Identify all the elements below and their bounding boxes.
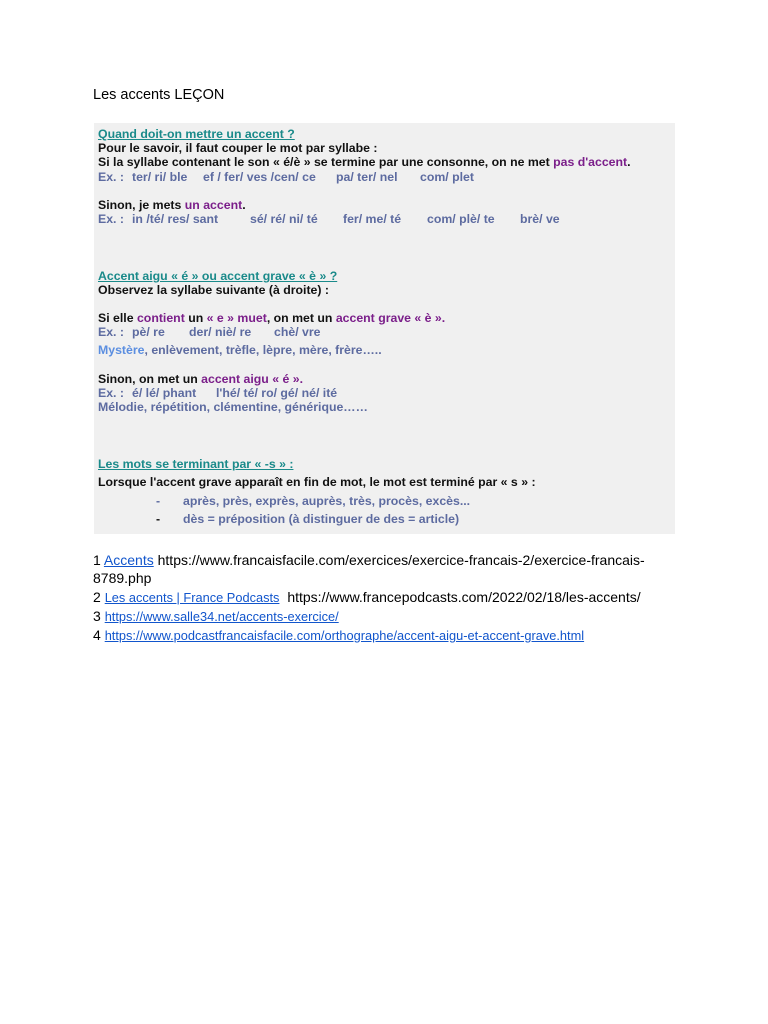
reference-link[interactable]: https://www.podcastfrancaisfacile.com/orthographe/accent-aigu-et-accent-grave.html	[104, 628, 585, 643]
words-list: , enlèvement, trèfle, lèpre, mère, frère…..	[144, 343, 382, 357]
e-muet-highlight: « e » muet	[206, 311, 267, 325]
example-word: ef / fer/ ves /cen/ ce	[203, 170, 316, 184]
si-text: Si elle	[98, 311, 137, 325]
accent-grave-highlight: accent grave « è »	[335, 311, 442, 325]
section1-example1	[98, 170, 474, 185]
reference-1-cont: 8789.php	[93, 570, 152, 586]
example-word: pa/ ter/ nel	[336, 170, 398, 184]
example-word: der/ niè/ re	[189, 325, 252, 339]
section3-line1: Lorsque l'accent grave apparaît en fin de mot, le mot est terminé par « s » :	[98, 475, 536, 489]
mystere-word: Mystère	[98, 343, 145, 357]
section1-line2-end: .	[627, 155, 631, 169]
example-word: ter/ ri/ ble	[132, 170, 188, 184]
section2-sinon	[98, 372, 303, 387]
sinon-end: .	[299, 372, 304, 386]
reference-number: 1	[93, 552, 101, 568]
section1-line2-text: Si la syllabe contenant le son « é/è » se termine par une consonne, on ne met	[98, 155, 554, 169]
contient-highlight: contient	[136, 311, 185, 325]
lesson-box	[94, 123, 675, 534]
example-word: com/ plè/ te	[427, 212, 495, 226]
reference-url: https://www.francaisfacile.com/exercices/exercice-francais-2/exercice-francais-	[157, 552, 645, 568]
example-label: Ex. :	[98, 212, 124, 226]
bullet-marker: -	[156, 494, 161, 508]
example-word: l'hé/ té/ ro/ gé/ né/ ité	[216, 386, 338, 400]
sinon-text: Sinon, on met un	[98, 372, 202, 386]
reference-link[interactable]: https://www.salle34.net/accents-exercice/	[104, 609, 339, 624]
sinon-text: Sinon, je mets	[98, 198, 185, 212]
section1-line2	[98, 155, 631, 170]
example-word: brè/ ve	[520, 212, 560, 226]
section2-words1	[98, 343, 382, 358]
example-word: pè/ re	[132, 325, 165, 339]
section3-heading: Les mots se terminant par « -s » :	[98, 457, 294, 471]
bullet-marker: -	[156, 512, 161, 526]
sinon-end: .	[242, 198, 246, 212]
section2-example1	[98, 325, 321, 340]
example-word: é/ lé/ phant	[132, 386, 197, 400]
reference-1	[93, 551, 645, 570]
section2-line1: Observez la syllabe suivante (à droite) :	[98, 283, 329, 297]
section1-example2	[98, 212, 560, 227]
example-word: fer/ me/ té	[343, 212, 402, 226]
pas-accent-highlight: pas d'accent	[553, 155, 628, 169]
page-title: Les accents LEÇON	[93, 87, 225, 103]
un-accent-highlight: un accent	[184, 198, 243, 212]
example-label: Ex. :	[98, 325, 124, 339]
section2-heading: Accent aigu « é » ou accent grave « è » ?	[98, 269, 338, 283]
section1-sinon	[98, 198, 246, 213]
section2-words2: Mélodie, répétition, clémentine, générique……	[98, 400, 368, 414]
example-word: sé/ ré/ ni/ té	[250, 212, 318, 226]
example-label: Ex. :	[98, 170, 124, 184]
accent-aigu-highlight: accent aigu « é »	[201, 372, 300, 386]
si-end: .	[441, 311, 446, 325]
example-word: com/ plet	[420, 170, 474, 184]
section1-heading: Quand doit-on mettre un accent ?	[98, 127, 295, 141]
reference-link[interactable]: Accents	[103, 552, 154, 568]
reference-number: 3	[93, 608, 101, 624]
reference-url: https://www.francepodcasts.com/2022/02/18/les-accents/	[287, 589, 641, 605]
reference-number: 4	[93, 627, 101, 643]
example-label: Ex. :	[98, 386, 124, 400]
reference-4	[93, 626, 584, 646]
si-text: un	[184, 311, 207, 325]
example-word: in /té/ res/ sant	[132, 212, 219, 226]
reference-2	[93, 588, 641, 608]
bullet-text-1: après, près, exprès, auprès, très, procès, excès...	[183, 494, 471, 508]
reference-link[interactable]: Les accents | France Podcasts	[104, 590, 280, 605]
example-word: chè/ vre	[274, 325, 321, 339]
section2-example2	[98, 386, 338, 401]
reference-number: 2	[93, 589, 101, 605]
bullet-text-2: dès = préposition (à distinguer de des = article)	[183, 512, 460, 526]
reference-3	[93, 607, 339, 627]
section2-si	[98, 311, 445, 326]
si-text: , on met un	[266, 311, 336, 325]
section1-line1: Pour le savoir, il faut couper le mot par syllabe :	[98, 141, 378, 155]
